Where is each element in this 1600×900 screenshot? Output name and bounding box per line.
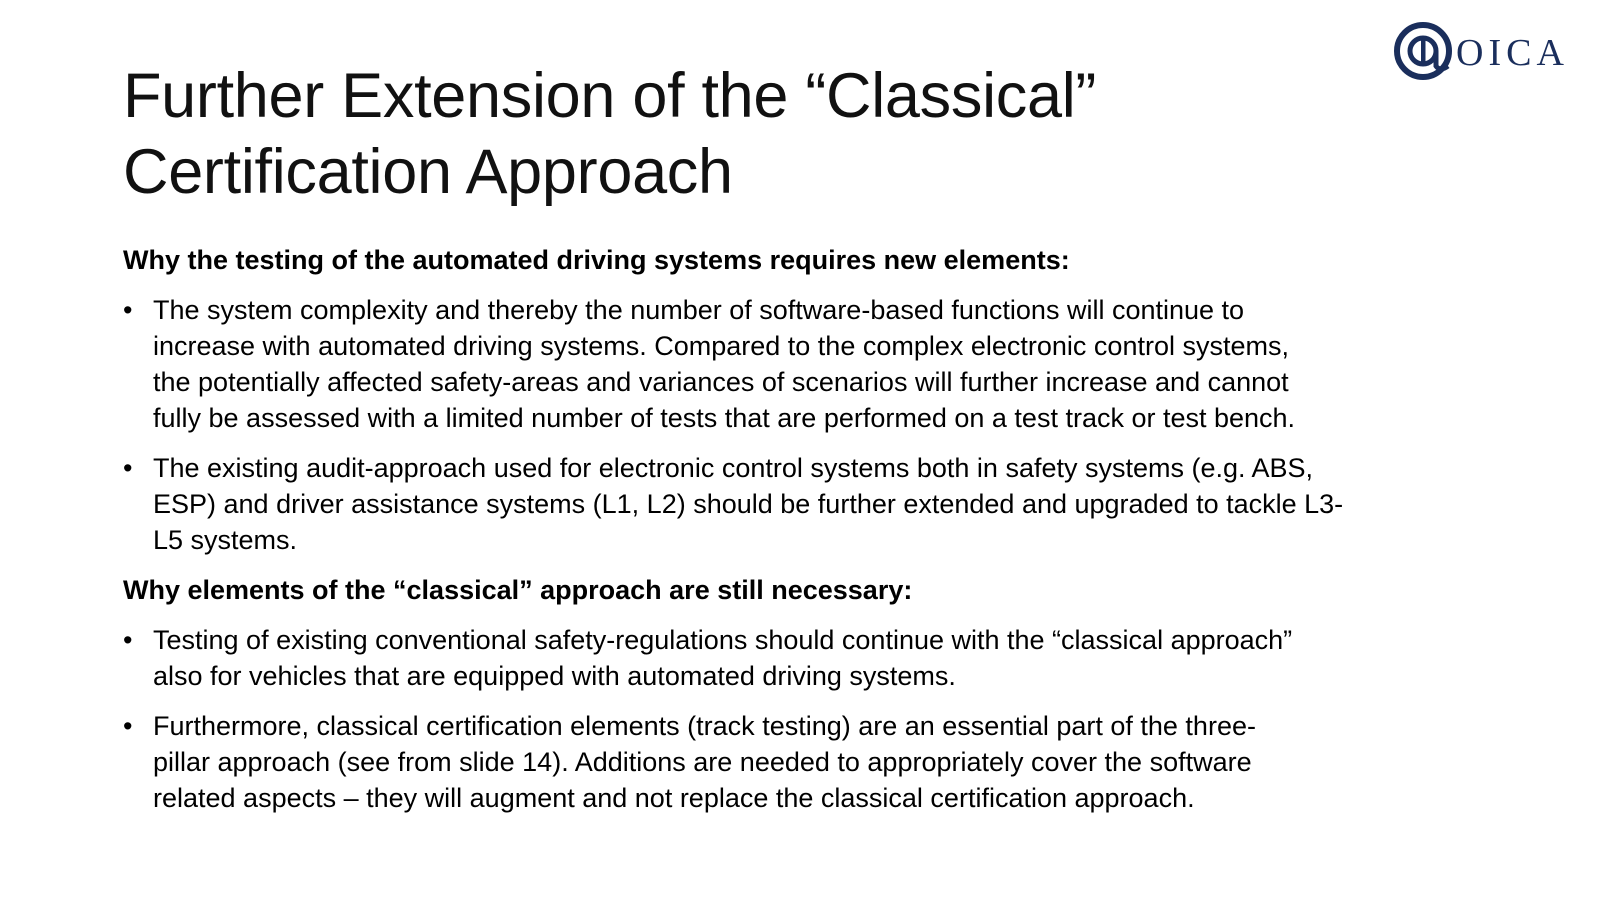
bullet-list: [123, 622, 1483, 816]
bullet-dot: •: [123, 453, 133, 483]
bullet-line: Testing of existing conventional safety-regulations should continue with the “classical approach”: [153, 625, 1293, 655]
bullet-dot: •: [123, 711, 133, 741]
bullet-dot: •: [123, 625, 133, 655]
title-line: Certification Approach: [123, 137, 733, 207]
bullet-item: [123, 450, 1483, 558]
section-heading: Why the testing of the automated driving systems requires new elements:: [123, 245, 1070, 275]
bullet-line: The system complexity and thereby the number of software-based functions will continue to: [153, 295, 1245, 325]
oica-at-logo-icon: [1392, 20, 1454, 82]
oica-logo: [1392, 20, 1592, 82]
bullet-line: related aspects – they will augment and not replace the classical certification approach.: [153, 783, 1195, 813]
bullet-item: [123, 708, 1483, 816]
bullet-item: [123, 292, 1483, 436]
bullet-item: [123, 622, 1483, 694]
slide-body: [123, 242, 1483, 830]
bullet-list: [123, 292, 1483, 558]
bullet-line: ESP) and driver assistance systems (L1, L2) should be further extended and upgraded to tackle L3-: [153, 489, 1344, 519]
logo-text: OICA: [1456, 32, 1569, 74]
bullet-line: the potentially affected safety-areas and variances of scenarios will further increase and cannot: [153, 367, 1289, 397]
bullet-line: L5 systems.: [153, 525, 298, 555]
bullet-line: fully be assessed with a limited number of tests that are performed on a test track or test bench.: [153, 403, 1296, 433]
bullet-line: Furthermore, classical certification elements (track testing) are an essential part of the three-: [153, 711, 1256, 741]
slide-title: [123, 58, 1363, 210]
title-line: Further Extension of the “Classical”: [123, 61, 1097, 131]
section-classical-elements: [123, 572, 1483, 816]
bullet-line: pillar approach (see from slide 14). Additions are needed to appropriately cover the software: [153, 747, 1252, 777]
bullet-dot: •: [123, 295, 133, 325]
bullet-line: increase with automated driving systems. Compared to the complex electronic control systems,: [153, 331, 1289, 361]
section-new-elements: [123, 242, 1483, 558]
section-heading: Why elements of the “classical” approach are still necessary:: [123, 575, 913, 605]
bullet-line: also for vehicles that are equipped with automated driving systems.: [153, 661, 956, 691]
bullet-line: The existing audit-approach used for electronic control systems both in safety systems (e.g. ABS,: [153, 453, 1314, 483]
